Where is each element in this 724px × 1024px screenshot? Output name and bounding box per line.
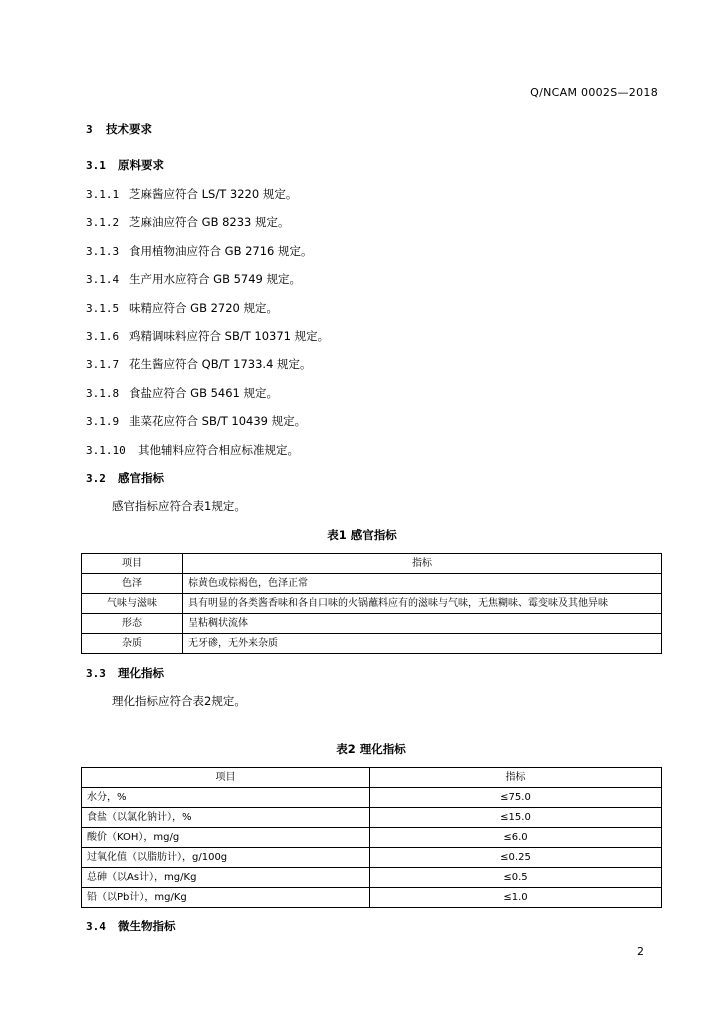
table-cell: 铅（以Pb计），mg/Kg [82, 888, 370, 908]
table-cell: 具有明显的各类酱香味和各自口味的火锅蘸料应有的滋味与气味，无焦糊味、霉变味及其他异味 [183, 594, 662, 614]
section-number: 3 [86, 123, 93, 136]
list-item [86, 271, 301, 287]
item-number: 3.1.1 [86, 188, 120, 201]
item-text: 芝麻酱应符合 LS/T 3220 规定。 [129, 187, 298, 201]
item-number: 3.1.6 [86, 330, 120, 343]
item-number: 3.1.7 [86, 358, 120, 371]
list-item [86, 385, 278, 401]
section-number: 3.4 [86, 920, 106, 933]
table-cell: 过氧化值（以脂肪计），g/100g [82, 848, 370, 868]
table-cell: 无牙碜，无外来杂质 [183, 634, 662, 654]
table-row [82, 848, 662, 868]
table-cell: ≤15.0 [370, 808, 662, 828]
sensory-table [81, 553, 662, 654]
list-item [86, 300, 278, 316]
section-3-heading [86, 121, 152, 137]
item-text: 花生酱应符合 QB/T 1733.4 规定。 [129, 357, 312, 371]
table-1-caption: 表1 感官指标 [327, 528, 397, 542]
table-header-row [82, 768, 662, 788]
table-cell: ≤0.25 [370, 848, 662, 868]
table-cell: ≤75.0 [370, 788, 662, 808]
item-number: 3.1.5 [86, 302, 120, 315]
table-cell: 棕黄色或棕褐色，色泽正常 [183, 574, 662, 594]
section-3-2-paragraph: 感官指标应符合表1规定。 [112, 499, 246, 513]
page-number: 2 [637, 945, 644, 958]
table-row [82, 574, 662, 594]
table-cell: 总砷（以As计），mg/Kg [82, 868, 370, 888]
table-2-caption: 表2 理化指标 [336, 742, 406, 756]
section-number: 3.3 [86, 667, 106, 680]
table-cell: 食盐（以氯化钠计），% [82, 808, 370, 828]
table-row [82, 828, 662, 848]
section-title: 微生物指标 [118, 919, 176, 933]
list-item [86, 328, 329, 344]
table-row [82, 888, 662, 908]
table-cell: 酸价（KOH），mg/g [82, 828, 370, 848]
standard-code: Q/NCAM 0002S—2018 [530, 86, 658, 99]
physicochemical-table [81, 767, 662, 908]
section-title: 感官指标 [118, 471, 164, 485]
section-3-3-paragraph: 理化指标应符合表2规定。 [112, 694, 246, 708]
column-header: 项目 [82, 554, 183, 574]
section-number: 3.2 [86, 472, 106, 485]
section-3-4-heading [86, 918, 176, 934]
table-row [82, 868, 662, 888]
item-text: 味精应符合 GB 2720 规定。 [129, 301, 279, 315]
list-item [86, 442, 299, 458]
table-row [82, 594, 662, 614]
item-text: 韭菜花应符合 SB/T 10439 规定。 [129, 414, 307, 428]
item-text: 食盐应符合 GB 5461 规定。 [129, 386, 279, 400]
section-number: 3.1 [86, 159, 106, 172]
table-cell: 杂质 [82, 634, 183, 654]
item-number: 3.1.9 [86, 415, 120, 428]
column-header: 指标 [370, 768, 662, 788]
section-3-1-heading [86, 157, 164, 173]
table-row [82, 614, 662, 634]
table-cell: 气味与滋味 [82, 594, 183, 614]
item-number: 3.1.2 [86, 216, 120, 229]
table-row [82, 788, 662, 808]
table-cell: 水分，% [82, 788, 370, 808]
table-header-row [82, 554, 662, 574]
table-cell: 呈粘稠状流体 [183, 614, 662, 634]
item-number: 3.1.3 [86, 245, 120, 258]
list-item [86, 214, 290, 230]
table-cell: ≤0.5 [370, 868, 662, 888]
table-cell: 形态 [82, 614, 183, 634]
section-title: 原料要求 [118, 158, 164, 172]
item-text: 鸡精调味料应符合 SB/T 10371 规定。 [129, 329, 330, 343]
item-text: 食用植物油应符合 GB 2716 规定。 [129, 244, 313, 258]
section-title: 技术要求 [106, 122, 152, 136]
table-row [82, 808, 662, 828]
list-item [86, 186, 297, 202]
item-text: 芝麻油应符合 GB 8233 规定。 [129, 215, 290, 229]
table-cell: ≤6.0 [370, 828, 662, 848]
list-item [86, 356, 312, 372]
item-number: 3.1.10 [86, 444, 126, 457]
table-cell: 色泽 [82, 574, 183, 594]
section-title: 理化指标 [118, 666, 164, 680]
list-item [86, 243, 313, 259]
table-cell: ≤1.0 [370, 888, 662, 908]
column-header: 指标 [183, 554, 662, 574]
column-header: 项目 [82, 768, 370, 788]
item-number: 3.1.8 [86, 387, 120, 400]
section-3-3-heading [86, 665, 164, 681]
table-row [82, 634, 662, 654]
item-text: 生产用水应符合 GB 5749 规定。 [129, 272, 302, 286]
item-number: 3.1.4 [86, 273, 120, 286]
section-3-2-heading [86, 470, 164, 486]
list-item [86, 413, 306, 429]
item-text: 其他辅料应符合相应标准规定。 [138, 443, 299, 457]
